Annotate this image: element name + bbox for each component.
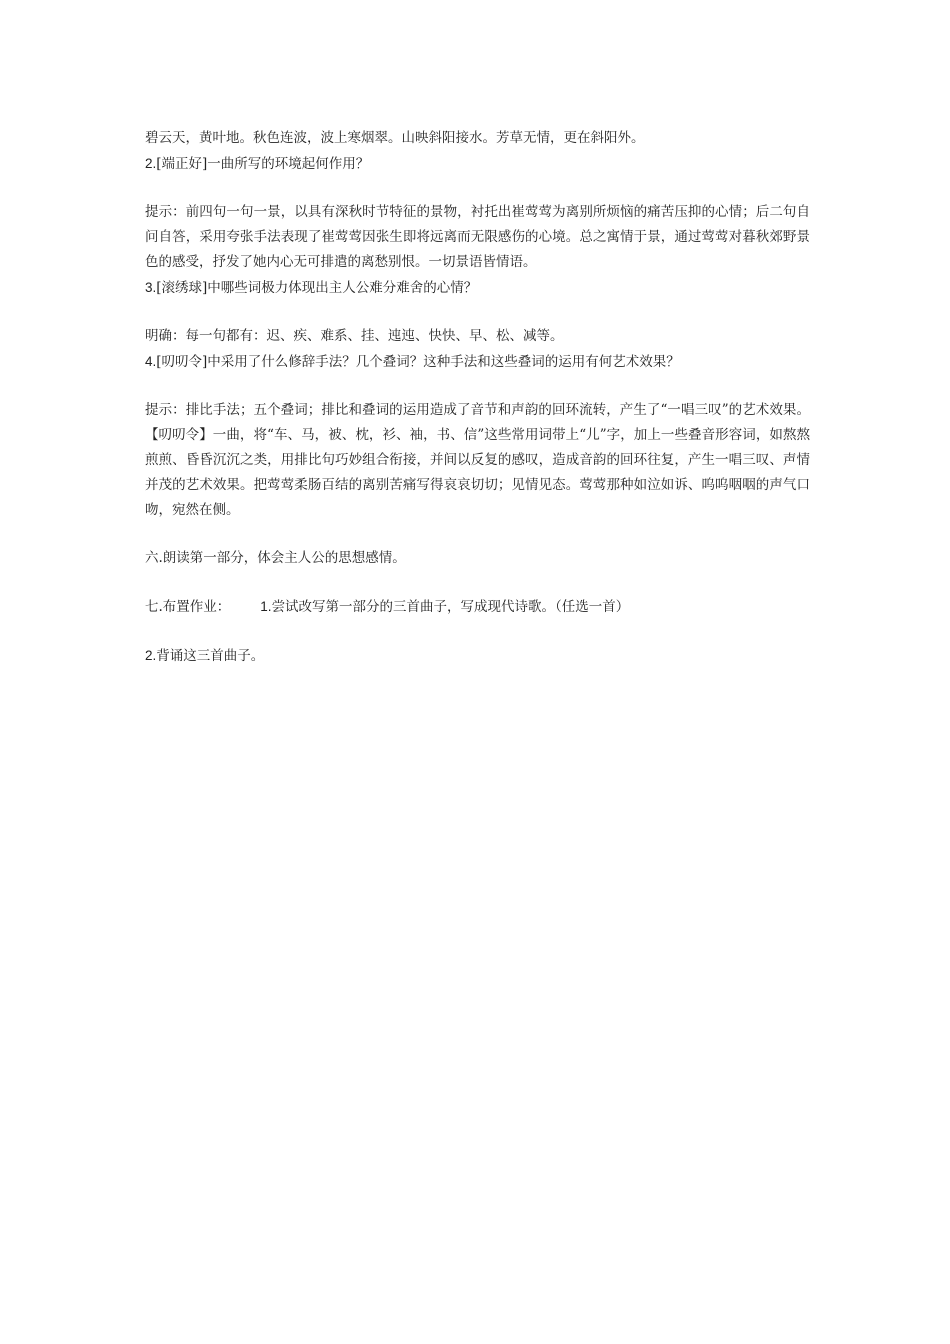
question-2-number: 2.	[145, 156, 157, 171]
question-2-text: [端正好]一曲所写的环境起何作用？	[156, 156, 370, 172]
section-7-label: 七.布置作业：	[145, 599, 231, 615]
question-4-answer: 提示：排比手法；五个叠词；排比和叠词的运用造成了音节和声韵的回环流转，产生了“一唱三叹”的艺术效果。【叨叨令】一曲，将“车、马，被、枕，衫、袖，书、信”这些常用词带上“儿”字，加上一些叠音形容词，如熬熬煎煎、昏昏沉沉之类，用排比句巧妙组合衔接，并间以反复的感叹，造成音韵的回环往复，产生一唱三叹、声情并茂的艺术效果。把莺莺柔肠百结的离别苦痛写得哀哀切切；见情见态。莺莺那种如泣如诉、呜呜咽咽的声气口吻，宛然在侧。	[145, 402, 810, 518]
question-3-number: 3.	[145, 280, 157, 295]
question-3	[145, 275, 810, 301]
homework-item-1-number: 1.	[260, 599, 272, 614]
question-2-answer: 提示：前四句一句一景，以具有深秋时节特征的景物，衬托出崔莺莺为离别所烦恼的痛苦压抑的心情；后二句自问自答，采用夸张手法表现了崔莺莺因张生即将远离而无限感伤的心境。总之寓情于景，通过莺莺对暮秋郊野景色的感受，抒发了她内心无可排遣的离愁别恨。一切景语皆情语。	[145, 204, 810, 270]
question-4-number: 4.	[145, 354, 157, 369]
question-2	[145, 151, 810, 177]
homework-item-2-text: 背诵这三首曲子。	[156, 648, 265, 664]
poem-line: 碧云天，黄叶地。秋色连波，波上寒烟翠。山映斜阳接水。芳草无情，更在斜阳外。	[145, 130, 645, 146]
document-body	[145, 126, 810, 669]
homework-item-2	[145, 643, 810, 669]
homework-item-1-text: 尝试改写第一部分的三首曲子，写成现代诗歌。（任选一首）	[271, 599, 630, 615]
section-6: 六.朗读第一部分，体会主人公的思想感情。	[145, 550, 406, 566]
question-4	[145, 349, 810, 375]
section-7	[145, 594, 810, 620]
question-4-text: [叨叨令]中采用了什么修辞手法？几个叠词？这种手法和这些叠词的运用有何艺术效果？	[156, 354, 680, 370]
homework-item-2-number: 2.	[145, 648, 157, 663]
question-3-answer: 明确：每一句都有：迟、疾、难系、挂、迍迍、快快、早、松、减等。	[145, 328, 564, 344]
question-3-text: [滚绣球]中哪些词极力体现出主人公难分难舍的心情？	[156, 280, 478, 296]
